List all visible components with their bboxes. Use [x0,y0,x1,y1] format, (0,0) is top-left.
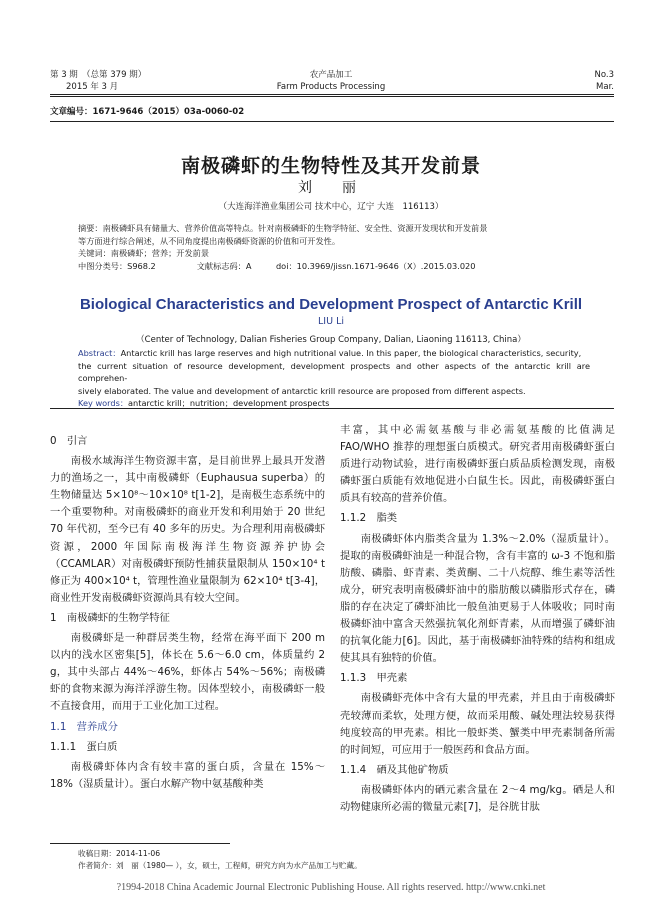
issue-date: 2015 年 3 月 [66,82,119,92]
issue-label: 第 3 期 （总第 379 期） [50,70,147,80]
abstract-en-line: sively elaborated. The value and development of antarctic krill resource are proposed from different aspects. [78,385,526,396]
keywords-en: antarctic krill；nutrition；development prospects [128,398,330,408]
body-paragraph: 南极磷虾壳体中含有大量的甲壳素，并且由于南极磷虾壳较薄而柔软，处理方便，故而采用酸、碱处理法较易获得纯度较高的甲壳素。相比一般虾类、蟹类中甲壳素制备所需的时间短，可应用于一般医药和食品方面。 [340,692,615,756]
abstract-en-label: Abstract： [78,348,121,358]
header-rule [50,94,614,95]
copyright-watermark: ?1994-2018 China Academic Journal Electronic Publishing House. All rights reserved. http://www.cnki.net [116,882,546,893]
body-paragraph: 南极磷虾是一种群居类生物，经常在海平面下 200 m 以内的浅水区密集[5]，体长在 5.6～6.0 cm，体质量约 2 g，其中头部占 44%～46%，虾体占 54%～56%；南极磷虾的食物来源为海洋浮游生物。因体型较小，南极磷虾一般不直接食用，而用于工业化加工过程。 [50,632,325,713]
abstract-cn [78,222,588,272]
classification-line: 中图分类号：S968.2 文献标志码：A doi：10.3969/jissn.1671-9646（X）.2015.03.020 [78,260,476,271]
footnote [78,848,598,872]
body-paragraph: 南极磷虾体内含有较丰富的蛋白质，含量在 15%～18%（湿质量计）。蛋白水解产物中氨基酸种类 [50,760,325,790]
journal-name-cn: 农产品加工 [309,70,353,80]
abstract-cn-line: 摘要：南极磷虾具有储量大、营养价值高等特点。针对南极磷虾的生物学特征、安全性、资源开发现状和开发前景 [78,223,488,233]
article-number-rule [50,121,614,122]
abstract-en-line: Antarctic krill has large reserves and high nutritional value. In this paper, the biological characteristics, security, [120,348,582,358]
author-bio: 作者简介：刘 丽（1980— ），女，硕士，工程师，研究方向为水产品加工与贮藏。 [78,861,362,870]
paper-title: 南极磷虾的生物特性及其开发前景 [180,155,481,177]
issue-number-en: No.3 [594,70,614,80]
journal-name-en: Farm Products Processing [276,82,386,92]
header-rule-double [50,96,614,97]
english-author: LIU Li [318,316,344,327]
section-heading: 1.1.3 甲壳素 [340,672,408,685]
body-paragraph: 丰富，其中必需氨基酸与非必需氨基酸的比值满足 FAO/WHO 推荐的理想蛋白质模式。研究者用南极磷虾蛋白质进行动物试验，进行南极磷虾蛋白质品质检测发现，南极磷虾蛋白质能有效地促进小白鼠生长。因此，南极磷虾蛋白质具有较高的营养价值。 [340,424,615,505]
english-title: Biological Characteristics and Development Prospect of Antarctic Krill [79,296,583,313]
abstract-cn-line: 等方面进行综合阐述，从不同角度提出南极磷虾资源的价值和可开发性。 [78,235,341,246]
abstract-en [78,347,590,410]
body-paragraph: 南极水域海洋生物资源丰富，是目前世界上最具开发潜力的渔场之一，其中南极磷虾（Euphausua superba）的生物储量达 5×10⁸～10×10⁸ t[1-2]，是南极生态系统中的一个重要物种。对南极磷虾的商业开发和利用始于 20 世纪 70 年代初，至今已有 40 多年的历史。为合理利用南极磷虾资源，2000 年国际南极海洋生物资源养护协会（CCAMLAR）对南极磷虾预防性捕获量限制从 150×10⁴ t修正为 400×10⁴ t，管理性渔业量限制为 62×10⁴ t[3-4]，商业性开发南极磷虾资源尚具有较大空间。 [50,455,325,604]
section-heading: 1.1 营养成分 [50,720,118,733]
section-heading: 1.1.4 硒及其他矿物质 [340,763,449,776]
body-paragraph: 南极磷虾体内的硒元素含量在 2～4 mg/kg。硒是人和动物健康所必需的微量元素[7]，是谷胱甘肽 [340,783,615,813]
english-affiliation: （Center of Technology, Dalian Fisheries Group Company, Dalian, Liaoning 116113, China） [136,335,526,345]
body-paragraph: 南极磷虾体内脂类含量为 1.3%～2.0%（湿质量计）。提取的南极磷虾油是一种混合物，含有丰富的 ω-3 不饱和脂肪酸、磷脂、虾青素、类黄酮、二十八烷醇、维生素等活性成分，研究表明南极磷虾油中的脂肪酸以磷脂形式存在，磷脂的存在决定了磷虾油比一般鱼油更易于人体吸收；同时南极磷虾油中富含天然强抗氧化剂虾青素，从而增强了磷虾油的抗氧化能力[6]。因此，基于南极磷虾油特殊的结构和组成使其具有独特的价值。 [340,532,615,665]
article-number: 文章编号：1671-9646（2015）03a-0060-02 [50,107,245,117]
keywords-cn: 关键词：南极磷虾；营养；开发前景 [78,248,210,258]
issue-month-en: Mar. [596,82,614,92]
body-right-column [340,422,615,816]
received-date: 收稿日期：2014-11-06 [78,849,161,858]
author-name: 刘 丽 [298,180,364,196]
footnote-rule [50,843,230,844]
section-heading: 1.1.1 蛋白质 [50,740,118,753]
abstract-rule [50,408,614,409]
section-heading: 1.1.2 脂类 [340,512,398,525]
section-heading: 0 引言 [50,435,88,447]
body-left-column [50,430,325,793]
abstract-en-line: the current situation of resource development, development prospects and other aspects of the antarctic krill are comprehen- [78,360,590,383]
keywords-en-label: Key words： [78,398,129,408]
author-affiliation: （大连海洋渔业集团公司 技术中心，辽宁 大连 116113） [218,202,444,212]
section-heading: 1 南极磷虾的生物学特征 [50,611,170,624]
